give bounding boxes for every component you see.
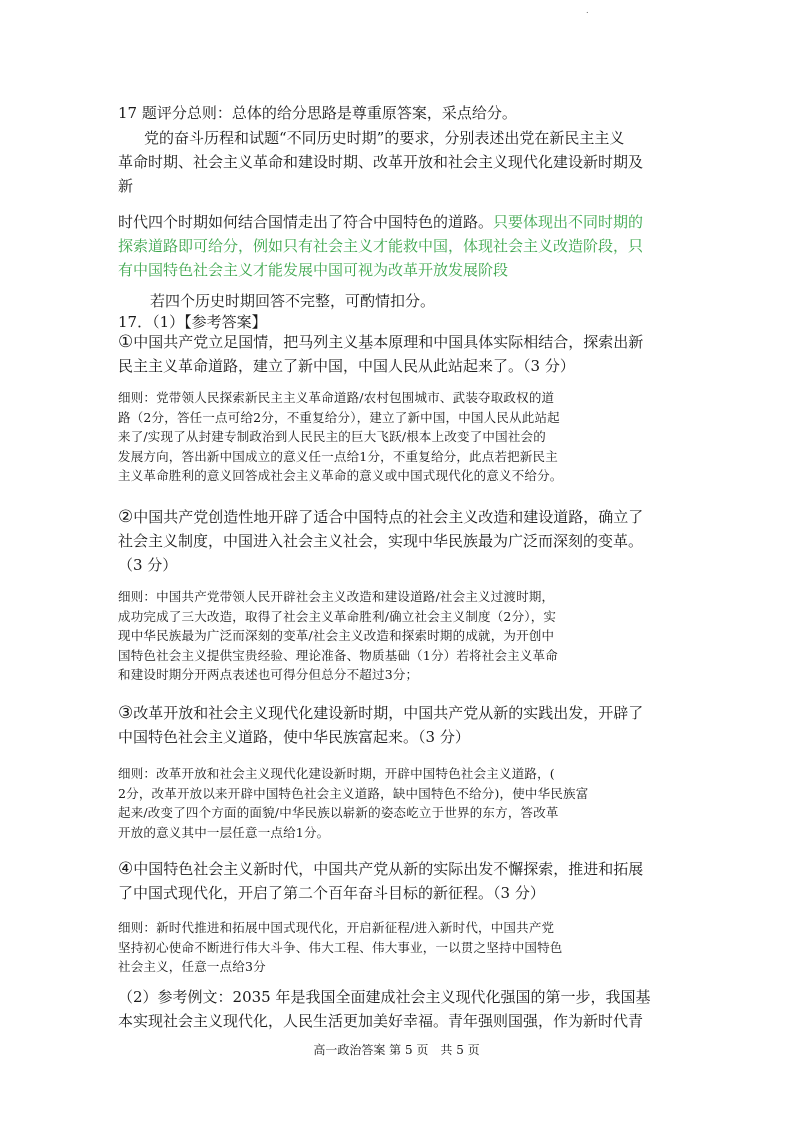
header-mark: . [586, 6, 589, 15]
rubric-paragraph-2 [118, 210, 688, 282]
text-line: 中国特色社会主义新时代，中国共产党从新的实际出发不懈探索，推进和拓展 [133, 860, 644, 878]
note-line: 起来/改变了四个方面的面貌/中华民族以崭新的姿态屹立于世界的东方，答改革 [118, 805, 559, 820]
note-line: 2分，改革开放以来开辟中国特色社会主义道路，缺中国特色不给分)，使中华民族富 [118, 785, 589, 801]
circled-number: ③ [118, 703, 134, 723]
rubric-paragraph-1 [118, 126, 688, 198]
note-line: 和建设时期分开两点表述也可得分但总分不超过3分； [118, 667, 419, 682]
answer-1-note [118, 388, 688, 486]
note-line: 路（2分，答任一点可给2分，不重复给分），建立了新中国，中国人民从此站起 [118, 409, 560, 425]
text-line: （2）参考例文：2035 年是我国全面建成社会主义现代化强国的第一步，我国基 [118, 988, 651, 1006]
text-line: 中国共产党创造性地开辟了适合中国特点的社会主义改造和建设道路，确立了 [133, 508, 644, 526]
text-line: 了中国式现代化，开启了第二个百年奋斗目标的新征程。（3 分） [118, 884, 545, 902]
answer-2 [118, 505, 688, 577]
note-line: 现中华民族最为广泛而深刻的变革/社会主义改造和探索时期的成就，为开创中 [118, 628, 555, 643]
text-line: 社会主义制度，中国进入社会主义社会，实现中华民族最为广泛而深刻的变革。 [118, 532, 644, 550]
highlighted-text: 只要体现出不同时期的 [493, 213, 644, 231]
note-line: 主义革命胜利的意义回答成社会主义革命的意义或中国式现代化的意义不给分。 [118, 468, 563, 483]
note-line: 社会主义，任意一点给3分 [118, 959, 266, 974]
text-line: 改革开放和社会主义现代化建设新时期，中国共产党从新的实践出发，开辟了 [133, 704, 644, 722]
answer-1 [118, 330, 688, 378]
part-2 [118, 985, 688, 1033]
circled-number: ④ [118, 859, 134, 879]
answer-4 [118, 857, 688, 905]
note-line: 发展方向，答出新中国成立的意义任一点给1分，不重复给分，此点若把新民主 [118, 448, 558, 464]
highlighted-line: 探索道路即可给分，例如只有社会主义才能救中国，体现社会主义改造阶段，只 [118, 237, 644, 255]
answer-3 [118, 701, 688, 749]
text-line: 党的奋斗历程和试题“不同历史时期”的要求，分别表述出党在新民主主义 [144, 129, 625, 147]
rubric-section [118, 101, 688, 125]
note-line: 细则：新时代推进和拓展中国式现代化，开启新征程/进入新时代，中国共产党 [118, 920, 555, 935]
text-line: 中国特色社会主义道路，使中华民族富起来。（3 分） [118, 728, 470, 746]
page-footer: 高一政治答案 第 5 页 共 5 页 [313, 1043, 480, 1057]
circled-number: ① [118, 332, 134, 352]
text-line: 革命时期、社会主义革命和建设时期、改革开放和社会主义现代化建设新时期及 [118, 153, 644, 171]
note-line: 细则：党带领人民探索新民主主义革命道路/农村包围城市、武装夺取政权的道 [118, 390, 555, 405]
text-line: （3 分） [118, 556, 178, 574]
note-line: 国特色社会主义提供宝贵经验、理论准备、物质基础（1分）若将社会主义革命 [118, 647, 558, 663]
text-line: 中国共产党立足国情，把马列主义基本原理和中国具体实际相结合，探索出新 [133, 333, 644, 351]
answer-heading: 17．（1）【参考答案】 [118, 313, 267, 331]
note-line: 成功完成了三大改造，取得了社会主义革命胜利/确立社会主义制度（2分），实 [118, 608, 557, 624]
answer-2-note [118, 587, 688, 685]
note-line: 来了/实现了从封建专制政治到人民民主的巨大飞跃/根本上改变了中国社会的 [118, 429, 546, 444]
circled-number: ② [118, 507, 134, 527]
note-line: 细则：中国共产党带领人民开辟社会主义改造和建设道路/社会主义过渡时期， [118, 589, 555, 604]
note-line: 细则：改革开放和社会主义现代化建设新时期，开辟中国特色社会主义道路，( [118, 766, 555, 781]
text-segment: 时代四个时期如何结合国情走出了符合中国特色的道路。 [118, 213, 494, 231]
text-line: 若四个历史时期回答不完整，可酌情扣分。 [150, 292, 436, 310]
note-line: 开放的意义其中一层任意一点给1分。 [118, 824, 330, 840]
answer-3-note [118, 764, 688, 842]
answer-4-note [118, 918, 688, 977]
highlighted-line: 有中国特色社会主义才能发展中国可视为改革开放发展阶段 [118, 261, 509, 279]
text-line: 民主主义革命道路，建立了新中国，中国人民从此站起来了。（3 分） [118, 357, 575, 375]
rubric-title: 17 题评分总则：总体的给分思路是尊重原答案，采点给分。 [118, 104, 517, 122]
text-line: 新 [118, 177, 134, 195]
text-line: 本实现社会主义现代化，人民生活更加美好幸福。青年强则国强，作为新时代青 [118, 1012, 644, 1030]
note-line: 坚持初心使命不断进行伟大斗争、伟大工程、伟大事业，一以贯之坚持中国特色 [118, 939, 563, 955]
